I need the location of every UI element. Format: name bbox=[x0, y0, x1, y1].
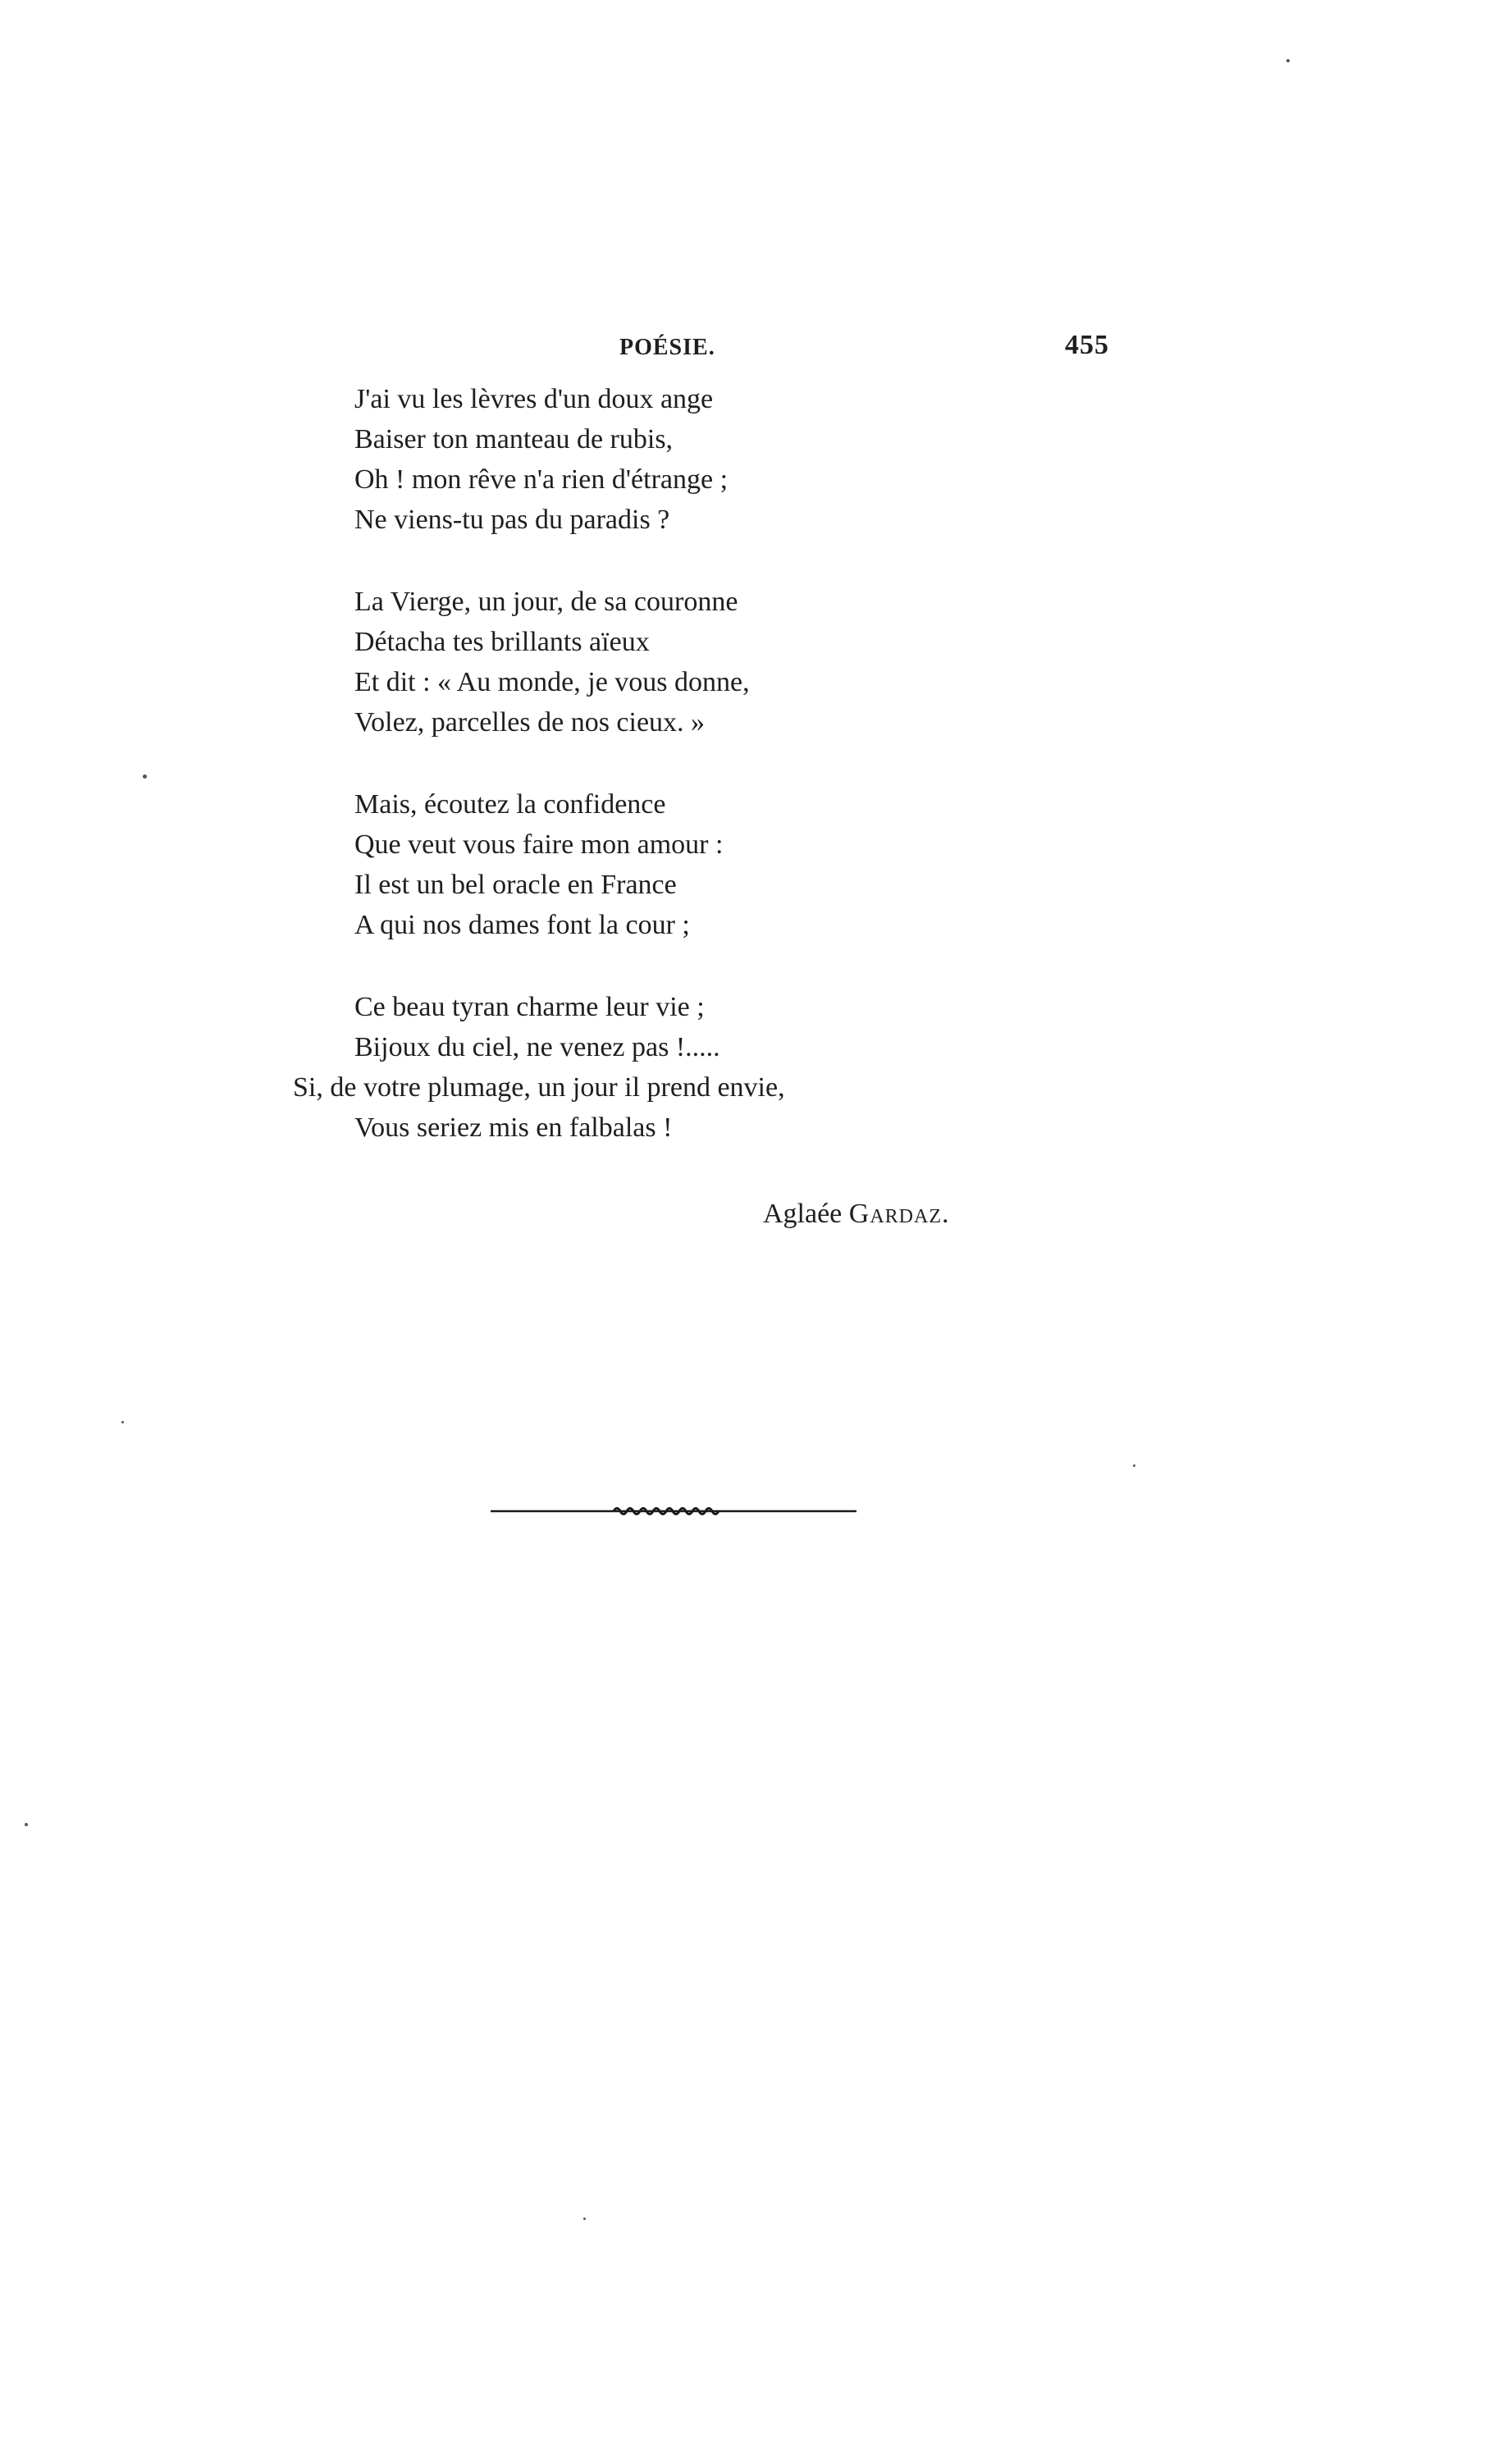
running-head bbox=[0, 330, 1512, 376]
verse-line: A qui nos dames font la cour ; bbox=[354, 910, 690, 940]
section-title: POÉSIE. bbox=[619, 335, 715, 360]
verse-line: Volez, parcelles de nos cieux. » bbox=[354, 707, 706, 738]
print-speck bbox=[121, 1421, 124, 1423]
stanza-1 bbox=[354, 379, 1257, 540]
print-speck bbox=[1133, 1464, 1135, 1467]
print-speck bbox=[25, 1823, 28, 1826]
page-number: 455 bbox=[1065, 330, 1109, 360]
verse-line: J'ai vu les lèvres d'un doux ange bbox=[354, 384, 714, 414]
verse-line: Bijoux du ciel, ne venez pas !..... bbox=[354, 1032, 720, 1062]
poem bbox=[293, 379, 1257, 1148]
author-last-name: Gardaz. bbox=[848, 1199, 950, 1229]
verse-line: Il est un bel oracle en France bbox=[354, 870, 677, 900]
tail-ornament-icon bbox=[491, 1503, 856, 1516]
verse-line: Ce beau tyran charme leur vie ; bbox=[354, 992, 705, 1022]
stanza-3 bbox=[354, 784, 1257, 945]
verse-line: Que veut vous faire mon amour : bbox=[354, 829, 724, 860]
author-first-name: Aglaée bbox=[763, 1199, 843, 1229]
verse-line: Et dit : « Au monde, je vous donne, bbox=[354, 667, 750, 697]
verse-line: Oh ! mon rêve n'a rien d'étrange ; bbox=[354, 464, 729, 495]
verse-line: La Vierge, un jour, de sa couronne bbox=[354, 587, 738, 617]
verse-line: Baiser ton manteau de rubis, bbox=[354, 424, 674, 455]
stanza-4 bbox=[293, 987, 1257, 1148]
verse-line: Si, de votre plumage, un jour il prend envie, bbox=[293, 1072, 785, 1103]
verse-line: Détacha tes brillants aïeux bbox=[354, 627, 650, 657]
verse-line: Vous seriez mis en falbalas ! bbox=[354, 1112, 673, 1143]
verse-line: Mais, écoutez la confidence bbox=[354, 789, 666, 820]
print-speck bbox=[1286, 59, 1290, 62]
stanza-2 bbox=[354, 582, 1257, 742]
author-signature bbox=[763, 1194, 950, 1234]
print-speck bbox=[143, 774, 147, 779]
print-speck bbox=[583, 2218, 586, 2220]
verse-line: Ne viens-tu pas du paradis ? bbox=[354, 505, 670, 535]
